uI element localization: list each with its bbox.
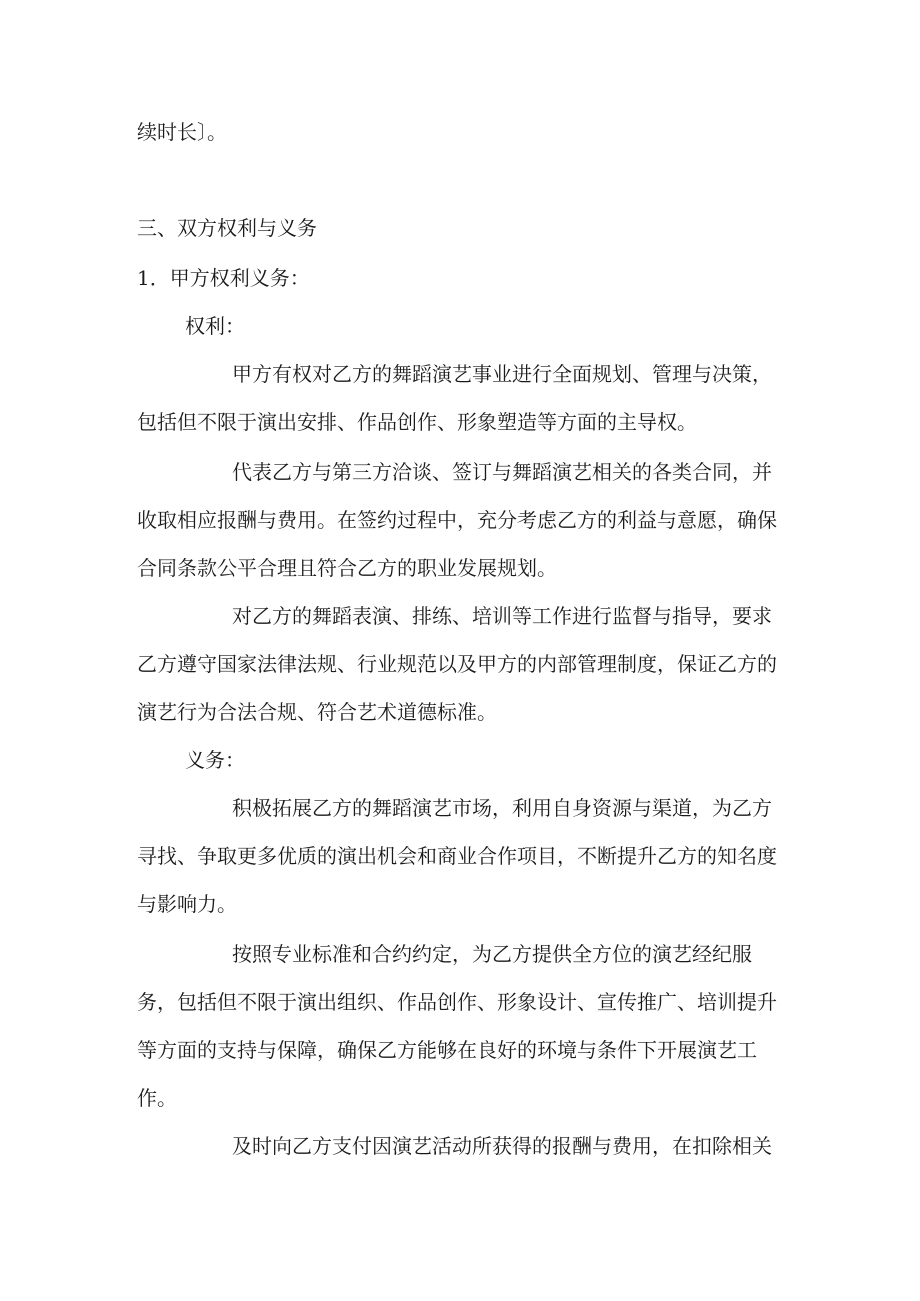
paragraph-line: 务，包括但不限于演出组织、作品创作、形象设计、宣传推广、培训提升 bbox=[137, 990, 777, 1014]
section-heading: 三、双方权利与义务 bbox=[137, 216, 317, 240]
paragraph-line: 合同条款公平合理且符合乙方的职业发展规划。 bbox=[137, 556, 557, 580]
paragraph-line: 寻找、争取更多优质的演出机会和商业合作项目，不断提升乙方的知名度 bbox=[137, 844, 777, 868]
paragraph-line: 对乙方的舞蹈表演、排练、培训等工作进行监督与指导，要求 bbox=[232, 604, 772, 628]
rights-label: 权利： bbox=[185, 314, 245, 338]
obligations-label: 义务： bbox=[185, 748, 245, 772]
paragraph-line: 与影响力。 bbox=[137, 892, 237, 916]
paragraph-line: 包括但不限于演出安排、作品创作、形象塑造等方面的主导权。 bbox=[137, 410, 697, 434]
paragraph-line: 及时向乙方支付因演艺活动所获得的报酬与费用，在扣除相关 bbox=[232, 1134, 772, 1158]
paragraph-line: 演艺行为合法合规、符合艺术道德标准。 bbox=[137, 700, 497, 724]
paragraph-line: 乙方遵守国家法律法规、行业规范以及甲方的内部管理制度，保证乙方的 bbox=[137, 652, 777, 676]
paragraph-line: 作。 bbox=[137, 1086, 177, 1110]
paragraph-line: 代表乙方与第三方洽谈、签订与舞蹈演艺相关的各类合同，并 bbox=[232, 460, 772, 484]
paragraph-line: 等方面的支持与保障，确保乙方能够在良好的环境与条件下开展演艺工 bbox=[137, 1038, 757, 1062]
paragraph-line: 甲方有权对乙方的舞蹈演艺事业进行全面规划、管理与决策， bbox=[232, 362, 772, 386]
subsection-heading: 1．甲方权利义务： bbox=[137, 266, 310, 290]
paragraph-line: 积极拓展乙方的舞蹈演艺市场，利用自身资源与渠道，为乙方 bbox=[232, 796, 772, 820]
continuation-line: 续时长〕。 bbox=[137, 120, 227, 144]
paragraph-line: 收取相应报酬与费用。在签约过程中，充分考虑乙方的利益与意愿，确保 bbox=[137, 508, 777, 532]
paragraph-line: 按照专业标准和合约约定，为乙方提供全方位的演艺经纪服 bbox=[232, 942, 752, 966]
